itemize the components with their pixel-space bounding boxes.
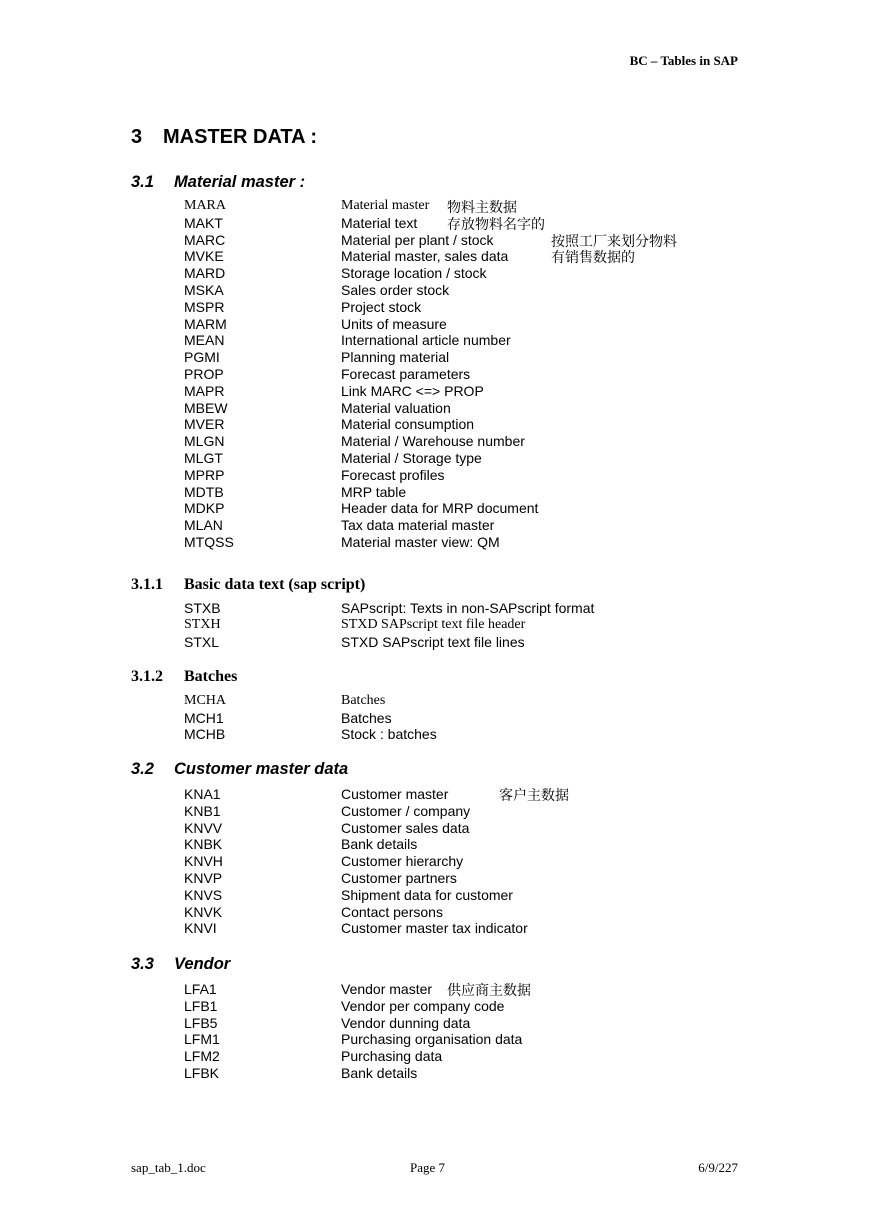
chinese-note: 客户主数据 [499, 789, 569, 804]
section-title: Batches [184, 668, 238, 685]
table-description: Bank details [341, 1065, 418, 1081]
section-title: Vendor [174, 955, 231, 973]
table-code: MBEW [184, 399, 228, 416]
table-code: LFM2 [184, 1048, 220, 1065]
table-code: MSPR [184, 298, 225, 315]
table-description: Customer partners [341, 870, 457, 886]
table-code: STXH [184, 617, 221, 632]
table-code: KNBK [184, 836, 223, 853]
section-title: Basic data text (sap script) [184, 576, 366, 593]
section-heading [131, 173, 305, 192]
table-code: LFBK [184, 1065, 220, 1081]
table-description: Material / Storage type [341, 450, 482, 466]
table-description: Planning material [341, 349, 450, 366]
table-description: Customer / company [341, 802, 471, 819]
section-number: 3.1.1 [131, 576, 163, 593]
chapter-number: 3 [131, 126, 143, 148]
table-code: LFB1 [184, 997, 218, 1014]
table-code: MARC [184, 231, 226, 248]
table-code: KNVH [184, 853, 223, 870]
table-code: STXL [184, 634, 220, 650]
section-heading [131, 668, 237, 686]
table-description: Material master [341, 198, 430, 213]
table-code: MCHA [184, 693, 227, 708]
table-code: LFM1 [184, 1031, 220, 1048]
table-description: Customer sales data [341, 819, 470, 836]
table-code: LFB5 [184, 1014, 218, 1031]
chinese-note: 按照工厂来划分物料 [551, 234, 677, 250]
footer-filename: sap_tab_1.doc [131, 1160, 206, 1175]
table-code: MPRP [184, 466, 225, 483]
table-code: MTQSS [184, 534, 234, 550]
table-code: KNVS [184, 886, 223, 903]
footer-date: 6/9/227 [698, 1160, 738, 1175]
table-code: MCH1 [184, 709, 224, 726]
footer-page-number: Page 7 [410, 1160, 446, 1175]
table-code: KNA1 [184, 786, 221, 802]
table-description: STXD SAPscript text file lines [341, 634, 525, 650]
table-description: Forecast parameters [341, 366, 471, 382]
section-title: Customer master data [174, 760, 349, 778]
table-description: Storage location / stock [341, 265, 487, 282]
table-code: KNVI [184, 920, 217, 937]
chinese-note: 物料主数据 [447, 201, 517, 216]
table-code: MAKT [184, 214, 223, 231]
table-description: Shipment data for customer [341, 886, 513, 903]
table-description: Contact persons [341, 903, 443, 920]
table-code: MVKE [184, 248, 224, 265]
chinese-note: 有销售数据的 [551, 251, 635, 267]
section-heading [131, 576, 365, 594]
table-description: Vendor master [341, 981, 433, 997]
table-code: KNVK [184, 903, 223, 920]
table-code: KNB1 [184, 802, 221, 819]
table-description: Batches [341, 693, 386, 708]
table-description: Batches [341, 709, 392, 726]
table-code: MSKA [184, 282, 224, 298]
table-description: Link MARC <=> PROP [341, 382, 484, 399]
table-description: Forecast profiles [341, 466, 445, 483]
table-code: MDTB [184, 483, 224, 500]
table-code: MLGN [184, 433, 225, 450]
table-code: PROP [184, 366, 224, 382]
chinese-note: 存放物料名字的 [447, 217, 545, 233]
table-description: International article number [341, 332, 511, 349]
table-description: Purchasing organisation data [341, 1031, 523, 1048]
table-description: SAPscript: Texts in non-SAPscript format [341, 600, 595, 616]
table-code: PGMI [184, 349, 220, 366]
table-code: LFA1 [184, 981, 217, 997]
table-description: Material master view: QM [341, 534, 500, 550]
table-code: MVER [184, 416, 225, 433]
table-description: Header data for MRP document [341, 500, 539, 517]
table-description: Sales order stock [341, 282, 450, 298]
table-code: KNVV [184, 819, 223, 836]
table-description: Customer master tax indicator [341, 920, 528, 937]
section-title: Material master : [174, 173, 306, 191]
table-code: MCHB [184, 726, 226, 742]
chapter-title-text: MASTER DATA : [163, 126, 318, 148]
table-code: MARA [184, 198, 227, 213]
table-code: KNVP [184, 870, 223, 886]
table-code: MLGT [184, 450, 223, 466]
table-description: Project stock [341, 298, 422, 315]
table-code: MAPR [184, 382, 225, 399]
table-description: MRP table [341, 483, 407, 500]
table-code: MARM [184, 315, 227, 332]
table-description: Material per plant / stock [341, 231, 494, 248]
running-header: BC – Tables in SAP [629, 53, 738, 68]
table-description: Tax data material master [341, 517, 495, 534]
section-number: 3.1.2 [131, 668, 163, 685]
table-description: STXD SAPscript text file header [341, 617, 526, 632]
table-code: MLAN [184, 517, 223, 534]
table-code: MARD [184, 265, 226, 282]
section-number: 3.1 [131, 173, 154, 191]
chinese-note: 供应商主数据 [447, 984, 531, 999]
table-description: Material consumption [341, 416, 475, 433]
table-description: Material / Warehouse number [341, 433, 525, 450]
table-description: Stock : batches [341, 726, 437, 742]
chapter-title [131, 126, 317, 149]
section-heading [131, 955, 230, 974]
table-description: Vendor dunning data [341, 1014, 471, 1031]
table-description: Customer hierarchy [341, 853, 464, 870]
table-code: MDKP [184, 500, 225, 517]
table-description: Vendor per company code [341, 997, 505, 1014]
section-number: 3.2 [131, 760, 154, 778]
table-description: Material text [341, 214, 418, 231]
section-number: 3.3 [131, 955, 154, 973]
section-heading [131, 760, 348, 779]
table-description: Purchasing data [341, 1048, 443, 1065]
table-code: MEAN [184, 332, 225, 349]
table-description: Bank details [341, 836, 418, 853]
table-description: Material master, sales data [341, 248, 509, 265]
table-description: Units of measure [341, 315, 447, 332]
table-description: Material valuation [341, 399, 451, 416]
table-description: Customer master [341, 786, 449, 802]
table-code: STXB [184, 600, 221, 616]
